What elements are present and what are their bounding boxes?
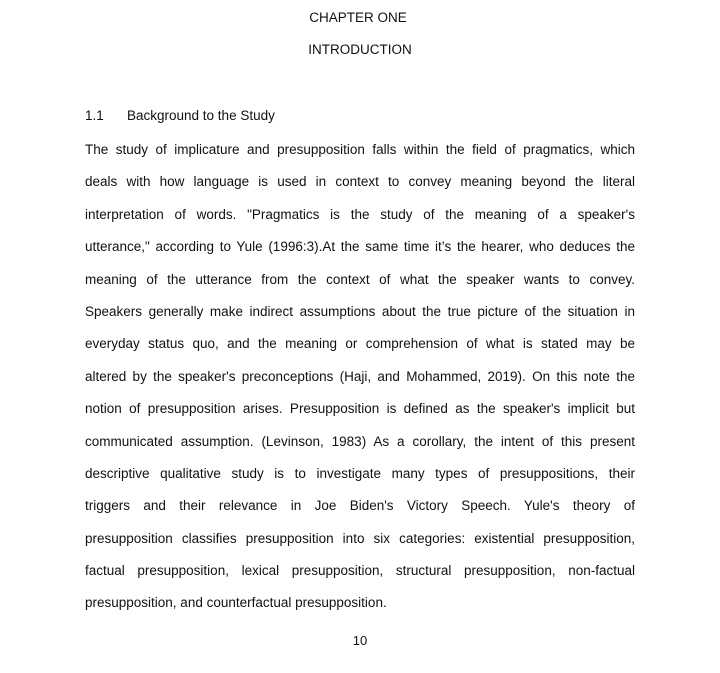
paragraph-line: altered by the speaker's preconceptions (Haji, and Mohammed, 2019). On this note the — [85, 368, 635, 384]
paragraph-line: everyday status quo, and the meaning or comprehension of what is stated may be — [85, 336, 635, 352]
paragraph-line: The study of implicature and presupposition falls within the field of pragmatics, which — [85, 142, 635, 157]
paragraph-line: notion of presupposition arises. Presupposition is defined as the speaker's implicit but — [85, 401, 635, 417]
paragraph-line: descriptive qualitative study is to investigate many types of presuppositions, their — [85, 465, 635, 481]
body-paragraph — [85, 142, 635, 628]
chapter-title: INTRODUCTION — [308, 42, 412, 57]
paragraph-line: meaning of the utterance from the context of what the speaker wants to convey. — [85, 271, 635, 287]
paragraph-line: deals with how language is used in context to convey meaning beyond the literal — [85, 174, 635, 190]
section-title: Background to the Study — [127, 108, 275, 123]
paragraph-line: communicated assumption. (Levinson, 1983) As a corollary, the intent of this present — [85, 433, 635, 449]
paragraph-line: interpretation of words. "Pragmatics is the study of the meaning of a speaker's — [85, 206, 635, 222]
page-number: 10 — [352, 633, 368, 648]
chapter-label: CHAPTER ONE — [309, 10, 407, 25]
paragraph-line: utterance," according to Yule (1996:3).At the same time it’s the hearer, who deduces the — [85, 239, 635, 255]
paragraph-line: triggers and their relevance in Joe Biden's Victory Speech. Yule's theory of — [85, 498, 635, 514]
paragraph-line: Speakers generally make indirect assumptions about the true picture of the situation in — [85, 303, 635, 319]
paragraph-line: presupposition classifies presupposition into six categories: existential presupposition, — [85, 530, 635, 546]
paragraph-line: presupposition, and counterfactual presupposition. — [85, 595, 387, 611]
paragraph-line: factual presupposition, lexical presupposition, structural presupposition, non-factual — [85, 563, 635, 579]
section-number: 1.1 — [85, 108, 104, 123]
section-heading — [85, 108, 275, 123]
